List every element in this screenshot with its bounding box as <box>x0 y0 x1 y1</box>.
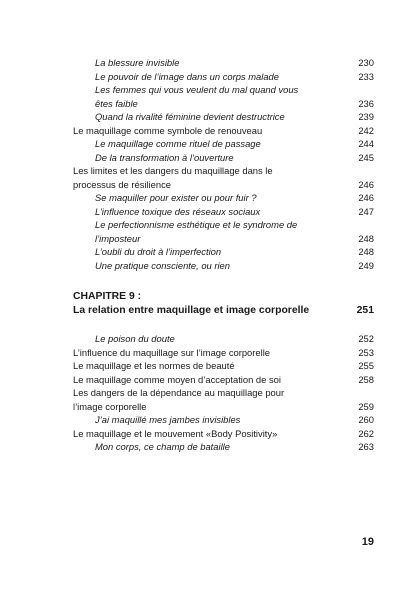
toc-entry <box>0 151 416 165</box>
toc-entry <box>0 259 416 273</box>
toc-entry-page: 239 <box>358 111 374 122</box>
toc-entry-title: L’influence toxique des réseaux sociaux <box>95 205 261 217</box>
toc-entry-title: Le maquillage comme rituel de passage <box>95 138 261 149</box>
toc-entry-page: 262 <box>358 427 374 439</box>
toc-entry-page: 260 <box>358 414 374 425</box>
toc-entry-title: L’influence du maquillage sur l’image corporelle <box>73 346 270 358</box>
toc-entry-page: 248 <box>358 246 374 257</box>
toc-entry-page: 236 <box>358 97 374 109</box>
toc-entry-title: Le perfectionnisme esthétique et le syndrome de <box>95 219 298 230</box>
page-number: 19 <box>361 536 374 548</box>
toc-entry-title: De la transformation à l’ouverture <box>95 151 234 163</box>
toc-entry <box>0 373 416 387</box>
toc-entry-page: 245 <box>358 151 374 163</box>
toc-entry-title: l’imposteur <box>95 232 141 244</box>
toc-entry-page: 246 <box>358 178 374 190</box>
toc-entry <box>0 110 416 124</box>
toc-entry <box>0 359 416 373</box>
toc-entry-title: Une pratique consciente, ou rien <box>95 259 230 271</box>
toc-entry <box>0 332 416 346</box>
toc-entry-title: Le maquillage comme symbole de renouveau <box>73 124 263 136</box>
toc-entry-title: Les dangers de la dépendance au maquillage pour <box>73 387 285 398</box>
chapter-number: CHAPITRE 9 : <box>73 291 142 302</box>
toc-entry <box>0 232 416 246</box>
toc-entry-page: 248 <box>358 232 374 244</box>
toc-entry <box>0 164 416 178</box>
toc-entry <box>0 137 416 151</box>
toc-entry-title: Quand la rivalité féminine devient destructrice <box>95 111 285 122</box>
toc-entry-page: 230 <box>358 57 374 68</box>
toc-entry-title: L’oubli du droit à l’imperfection <box>95 246 222 257</box>
toc-entry-page: 249 <box>358 259 374 271</box>
chapter-page: 251 <box>356 304 374 316</box>
toc-entry <box>0 124 416 138</box>
toc-entry-title: J’ai maquillé mes jambes invisibles <box>95 414 241 425</box>
toc-entry-page: 258 <box>358 373 374 385</box>
toc-entry-title: Mon corps, ce champ de bataille <box>95 441 230 452</box>
toc-entry <box>0 413 416 427</box>
toc-entry <box>0 70 416 84</box>
toc-entry <box>0 440 416 454</box>
toc-entry <box>0 386 416 400</box>
toc-entry-title: Le maquillage et les normes de beauté <box>73 360 235 371</box>
toc-entry <box>0 191 416 205</box>
toc-entry-title: êtes faible <box>95 97 138 109</box>
toc-entry <box>0 400 416 414</box>
toc-entry <box>0 245 416 259</box>
toc-entry-title: Le pouvoir de l’image dans un corps malade <box>95 70 279 82</box>
toc-entry-title: processus de résilience <box>73 178 171 190</box>
toc-entry-page: 255 <box>358 360 374 371</box>
chapter-title-row <box>0 304 416 318</box>
toc-entry-page: 247 <box>358 205 374 217</box>
toc-entry <box>0 205 416 219</box>
chapter-label <box>0 290 416 304</box>
toc-entry-page: 263 <box>358 441 374 452</box>
toc-entry <box>0 178 416 192</box>
toc-entry <box>0 83 416 97</box>
toc-entry-title: La blessure invisible <box>95 57 180 68</box>
toc-entry-page: 244 <box>358 138 374 149</box>
toc-entry-page: 259 <box>358 400 374 412</box>
toc-entry-title: Les femmes qui vous veulent du mal quand vous <box>95 84 299 95</box>
toc-entry-title: Le maquillage et le mouvement «Body Positivity» <box>73 427 278 439</box>
toc-entry-title: Le maquillage comme moyen d’acceptation de soi <box>73 373 281 385</box>
toc-entry <box>0 346 416 360</box>
toc-entry <box>0 427 416 441</box>
chapter-title: La relation entre maquillage et image corporelle <box>73 304 310 316</box>
toc-entry-page: 253 <box>358 346 374 358</box>
toc-entry-page: 242 <box>358 124 374 136</box>
toc-entry <box>0 218 416 232</box>
toc-entry-page: 246 <box>358 192 374 203</box>
toc-entry <box>0 97 416 111</box>
toc-entry-title: l’image corporelle <box>73 400 147 412</box>
toc-entry-title: Les limites et les dangers du maquillage dans le <box>73 165 273 176</box>
toc-entry-page: 233 <box>358 70 374 82</box>
toc-entry-page: 252 <box>358 333 374 344</box>
toc-entry <box>0 56 416 70</box>
toc-entry-title: Se maquiller pour exister ou pour fuir ? <box>95 192 257 203</box>
toc-entry-title: Le poison du doute <box>95 333 175 344</box>
